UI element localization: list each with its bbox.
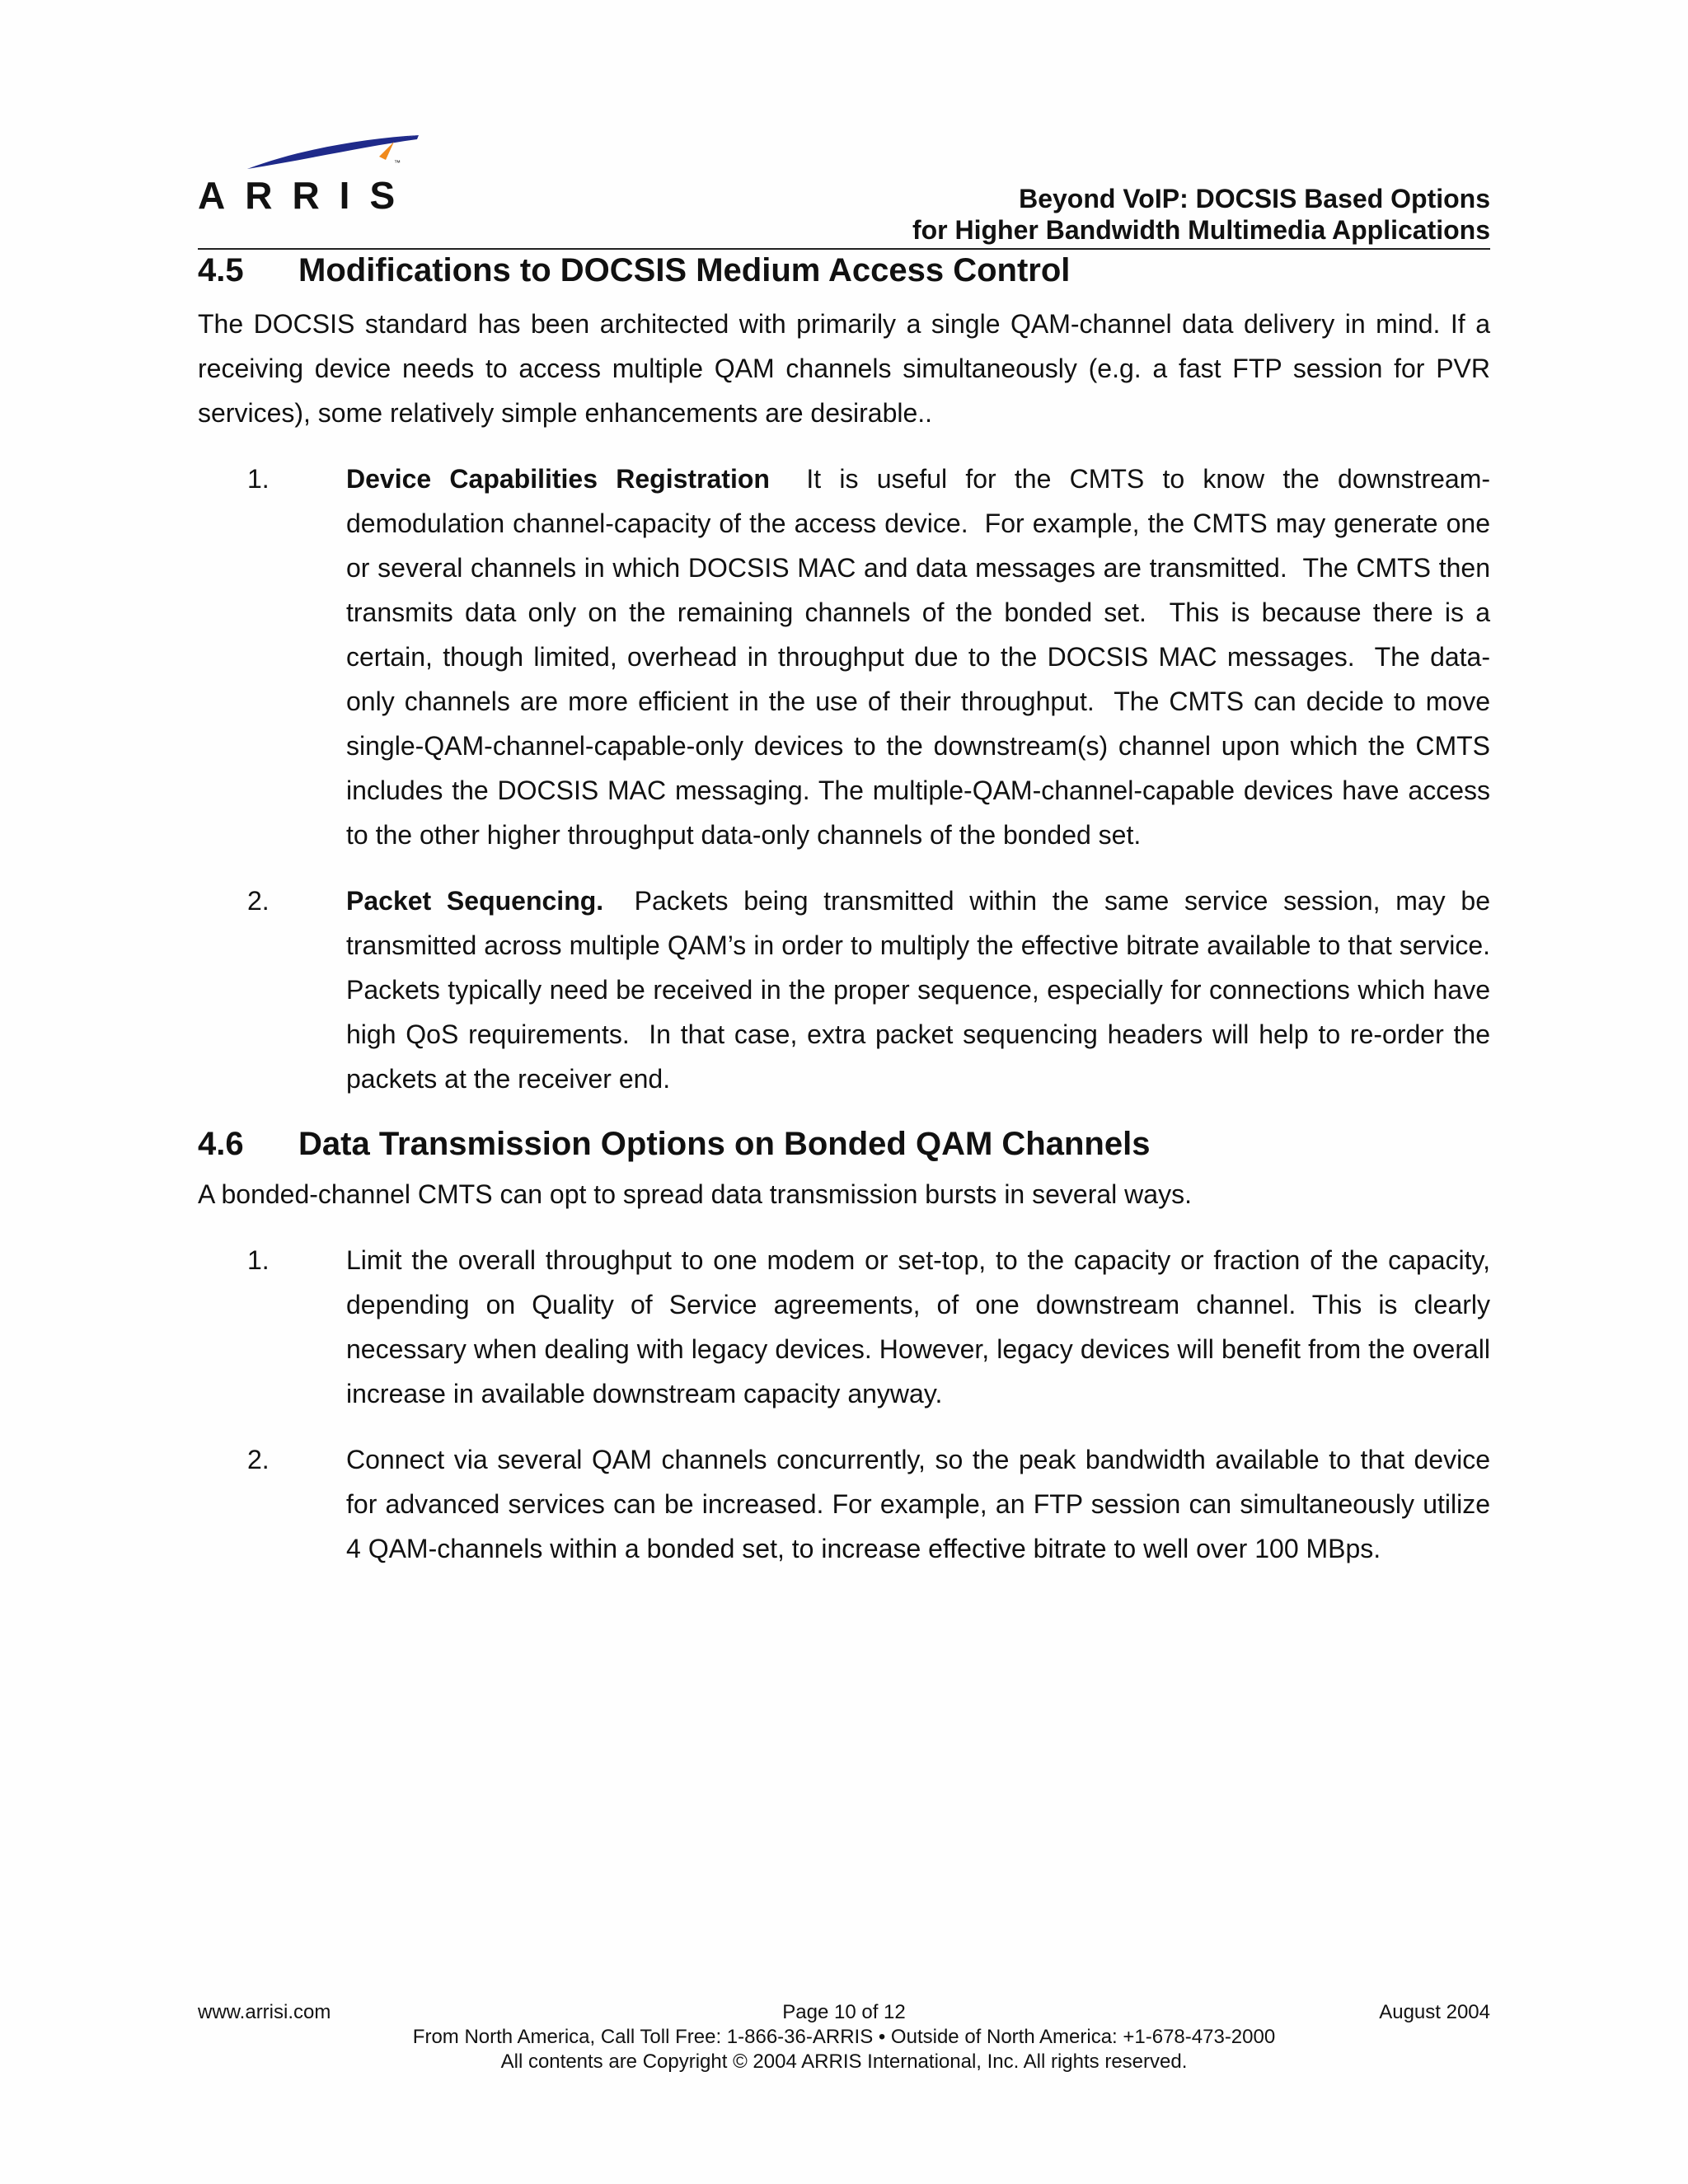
footer-top-row bbox=[198, 2000, 1490, 2025]
list-text bbox=[346, 457, 1498, 857]
list-item bbox=[198, 879, 1505, 1101]
list-number: 1. bbox=[247, 464, 270, 494]
document-title bbox=[912, 183, 1490, 246]
list-number: 2. bbox=[247, 886, 270, 916]
list-body: It is useful for the CMTS to know the downstream-demodulation channel-capacity of the access device. For example, the CMTS may generate one or several channels in which DOCSIS MAC and data messages are transmitted. The CMTS then transmits data only on the remaining channels of the bonded set. This is because there is a certain, though limited, overhead in throughput due to the DOCSIS MAC messages. The data-only channels are more efficient in the use of their throughput. The CMTS can decide to move single-QAM-channel-capable-only devices to the downstream(s) channel upon which the CMTS includes the DOCSIS MAC messaging. The multiple-QAM-channel-capable devices have access to the other higher throughput data-only channels of the bonded set. bbox=[346, 464, 1498, 850]
title-line-2: for Higher Bandwidth Multimedia Applications bbox=[912, 215, 1490, 245]
section-heading-4-6 bbox=[198, 1121, 1490, 1167]
section-title: Modifications to DOCSIS Medium Access Control bbox=[298, 252, 1071, 288]
page-footer bbox=[198, 2000, 1490, 2074]
list-lead: Device Capabilities Registration bbox=[346, 464, 770, 494]
section-number: 4.5 bbox=[198, 252, 244, 288]
footer-copyright: All contents are Copyright © 2004 ARRIS International, Inc. All rights reserved. bbox=[500, 2050, 1188, 2073]
list-lead: Packet Sequencing. bbox=[346, 886, 604, 916]
section-heading-4-5 bbox=[198, 247, 1490, 293]
footer-page-number: Page 10 of 12 bbox=[782, 2001, 906, 2023]
section-intro: The DOCSIS standard has been architected with primarily a single QAM-channel data delivery in mind. If a receiving device needs to access multiple QAM channels simultaneously (e.g. a fast FTP session for PVR services), some relatively simple enhancements are desirable.. bbox=[198, 309, 1490, 428]
footer-website: www.arrisi.com bbox=[198, 2001, 331, 2023]
footer-date: August 2004 bbox=[1379, 2001, 1490, 2023]
svg-text:™: ™ bbox=[394, 159, 401, 166]
arris-logo bbox=[198, 132, 420, 217]
section-intro: A bonded-channel CMTS can opt to spread data transmission bursts in several ways. bbox=[198, 1179, 1192, 1209]
list-text: Connect via several QAM channels concurrently, so the peak bandwidth available to that device for advanced services can be increased. For example, an FTP session can simultaneously utilize 4 QAM-channels within a bonded set, to increase effective bitrate to well over 100 MBps. bbox=[346, 1445, 1490, 1563]
footer-contact: From North America, Call Toll Free: 1-866-36-ARRIS • Outside of North America: +1-678-473-2000 bbox=[412, 2026, 1276, 2048]
list-text: Limit the overall throughput to one modem or set-top, to the capacity or fraction of the capacity, depending on Quality of Service agreements, of one downstream channel. This is clearly necessary when dealing with legacy devices. However, legacy devices will benefit from the overall increase in available downstream capacity anyway. bbox=[346, 1245, 1490, 1408]
logo-wordmark: ARRIS bbox=[198, 174, 415, 217]
list-body: Packets being transmitted within the same service session, may be transmitted across multiple QAM’s in order to multiply the effective bitrate available to that service. Packets typically need be received in the proper sequence, especially for connections which have high QoS requirements. In that case, extra packet sequencing headers will help to re-order the packets at the receiver end. bbox=[346, 886, 1505, 1094]
list-item bbox=[198, 1238, 1490, 1416]
list-text bbox=[346, 879, 1505, 1101]
main-content bbox=[198, 247, 1505, 1571]
section-title: Data Transmission Options on Bonded QAM Channels bbox=[298, 1126, 1151, 1162]
title-line-1: Beyond VoIP: DOCSIS Based Options bbox=[1019, 184, 1490, 213]
list-item bbox=[198, 1437, 1490, 1571]
list-number: 1. bbox=[247, 1245, 270, 1275]
section-number: 4.6 bbox=[198, 1126, 244, 1162]
list-item bbox=[198, 457, 1498, 857]
list-number: 2. bbox=[247, 1445, 270, 1474]
